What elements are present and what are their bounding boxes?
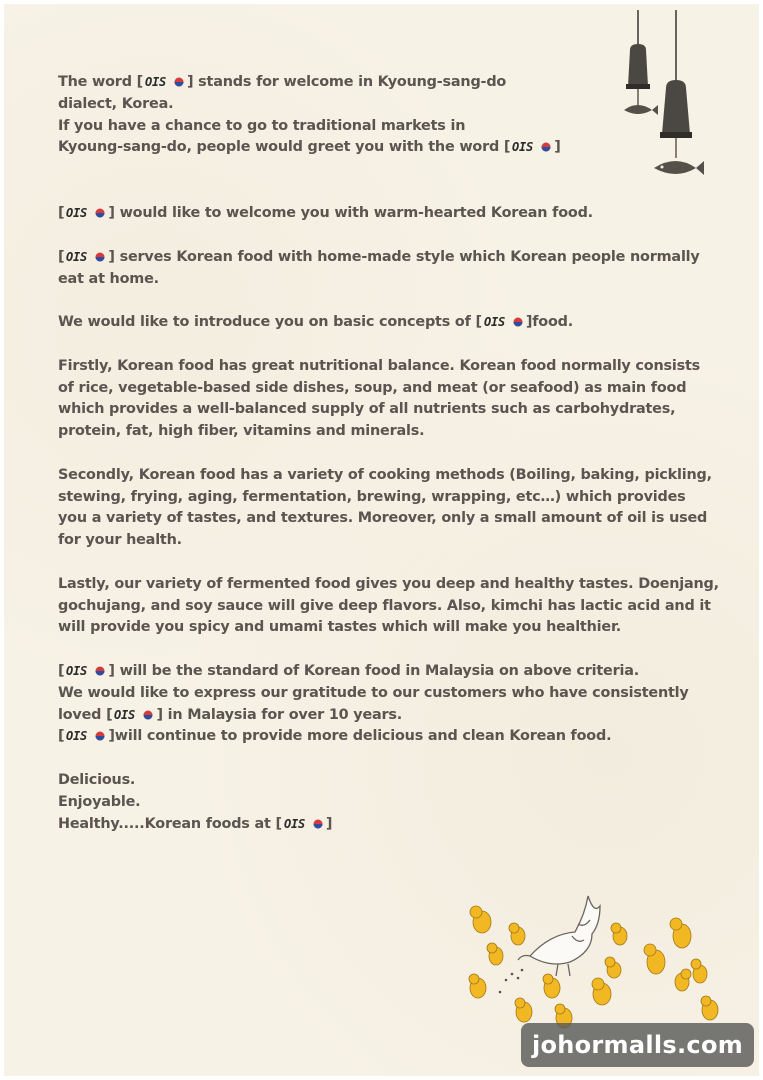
text-segment: The word [ bbox=[58, 74, 143, 90]
svg-text:OIS: OIS bbox=[66, 249, 88, 263]
letter-line bbox=[58, 705, 723, 727]
letter-line bbox=[58, 487, 723, 509]
svg-text:OIS: OIS bbox=[283, 816, 305, 830]
text-segment: Healthy.....Korean foods at [ bbox=[58, 815, 282, 832]
text-segment: ] would like to welcome you with warm-hearted Korean food. bbox=[108, 205, 593, 222]
text-segment: loved [ bbox=[58, 706, 113, 723]
oiso-logo-icon bbox=[484, 314, 524, 328]
letter-line bbox=[58, 247, 723, 269]
text-segment: [ bbox=[58, 248, 65, 265]
text-segment: gochujang, and soy sauce will give deep flavors. Also, kimchi has lactic acid and it bbox=[58, 597, 711, 614]
letter-line bbox=[58, 726, 723, 748]
letter-line bbox=[58, 814, 723, 836]
text-segment: Delicious. bbox=[58, 771, 136, 788]
letter-line bbox=[58, 137, 723, 159]
letter-line bbox=[58, 269, 723, 291]
svg-text:OIS: OIS bbox=[483, 315, 505, 329]
text-segment: Enjoyable. bbox=[58, 793, 141, 810]
oiso-logo-icon bbox=[66, 663, 106, 677]
letter-line bbox=[58, 465, 723, 487]
text-segment: [ bbox=[58, 662, 65, 679]
text-segment: ]food. bbox=[525, 314, 574, 331]
letter-line bbox=[58, 574, 723, 596]
letter-line bbox=[58, 421, 723, 443]
letter-line bbox=[58, 116, 723, 138]
text-segment: [ bbox=[58, 728, 65, 745]
text-segment: [ bbox=[58, 205, 65, 222]
text-segment: ] stands for welcome in Kyoung-sang-do bbox=[187, 74, 507, 90]
svg-text:OIS: OIS bbox=[145, 75, 167, 88]
watermark-badge: johormalls.com bbox=[521, 1023, 754, 1067]
text-segment: ] serves Korean food with home-made style which Korean people normally bbox=[108, 248, 700, 265]
letter-line bbox=[58, 378, 723, 400]
text-segment: eat at home. bbox=[58, 270, 159, 287]
text-segment: for your health. bbox=[58, 532, 182, 549]
svg-text:OIS: OIS bbox=[512, 140, 534, 154]
letter-line bbox=[58, 661, 723, 683]
text-segment: We would like to introduce you on basic concepts of [ bbox=[58, 314, 482, 331]
text-segment: We would like to express our gratitude to our customers who have consistently bbox=[58, 684, 689, 701]
oiso-logo-icon bbox=[66, 728, 106, 742]
text-segment: dialect, Korea. bbox=[58, 95, 174, 112]
text-segment: ]will continue to provide more delicious and clean Korean food. bbox=[108, 728, 612, 745]
oiso-logo-icon bbox=[66, 205, 106, 219]
text-segment: will provide you spicy and umami tastes which will make you healthier. bbox=[58, 619, 622, 636]
oiso-logo-icon bbox=[284, 816, 324, 830]
text-segment: Lastly, our variety of fermented food gives you deep and healthy tastes. Doenjang, bbox=[58, 575, 719, 592]
text-segment: ] bbox=[325, 815, 333, 832]
letter-line bbox=[58, 770, 723, 792]
svg-text:OIS: OIS bbox=[66, 206, 88, 220]
letter-line bbox=[58, 94, 723, 116]
letter-line bbox=[58, 683, 723, 705]
text-segment: which provides a well-balanced supply of all nutrients such as carbohydrates, bbox=[58, 401, 676, 418]
letter-line bbox=[58, 792, 723, 814]
text-segment: ] bbox=[554, 139, 561, 156]
letter-line bbox=[58, 399, 723, 421]
oiso-logo-icon bbox=[512, 139, 552, 153]
letter-line bbox=[58, 72, 723, 94]
letter-line bbox=[58, 312, 723, 334]
text-segment: of rice, vegetable-based side dishes, soup, and meat (or seafood) as main food bbox=[58, 379, 687, 396]
text-segment: protein, fat, high fiber, vitamins and minerals. bbox=[58, 423, 425, 440]
text-segment: Secondly, Korean food has a variety of cooking methods (Boiling, baking, pickling, bbox=[58, 466, 712, 483]
letter-line bbox=[58, 530, 723, 552]
text-segment: Kyoung-sang-do, people would greet you with the word [ bbox=[58, 139, 511, 156]
text-segment: ] in Malaysia for over 10 years. bbox=[156, 706, 403, 723]
oiso-logo-icon bbox=[66, 249, 106, 263]
text-segment: ] will be the standard of Korean food in Malaysia on above criteria. bbox=[108, 662, 639, 679]
letter-line bbox=[58, 508, 723, 530]
letter-line bbox=[58, 596, 723, 618]
letter-page bbox=[4, 4, 759, 1076]
svg-text:OIS: OIS bbox=[66, 663, 88, 677]
letter-body bbox=[58, 72, 723, 835]
oiso-logo-icon bbox=[114, 707, 154, 721]
hen-and-chicks-illustration bbox=[460, 884, 750, 1034]
text-segment: If you have a chance to go to traditional markets in bbox=[58, 117, 466, 134]
letter-line bbox=[58, 356, 723, 378]
svg-text:OIS: OIS bbox=[66, 729, 88, 743]
letter-line bbox=[58, 203, 723, 225]
text-segment: Firstly, Korean food has great nutritional balance. Korean food normally consists bbox=[58, 357, 700, 374]
text-segment: you a variety of tastes, and textures. Moreover, only a small amount of oil is used bbox=[58, 510, 708, 527]
oiso-logo-icon bbox=[145, 74, 185, 88]
letter-line bbox=[58, 617, 723, 639]
svg-text:OIS: OIS bbox=[114, 707, 136, 721]
text-segment: stewing, frying, aging, fermentation, brewing, wrapping, etc…) which provides bbox=[58, 488, 686, 505]
